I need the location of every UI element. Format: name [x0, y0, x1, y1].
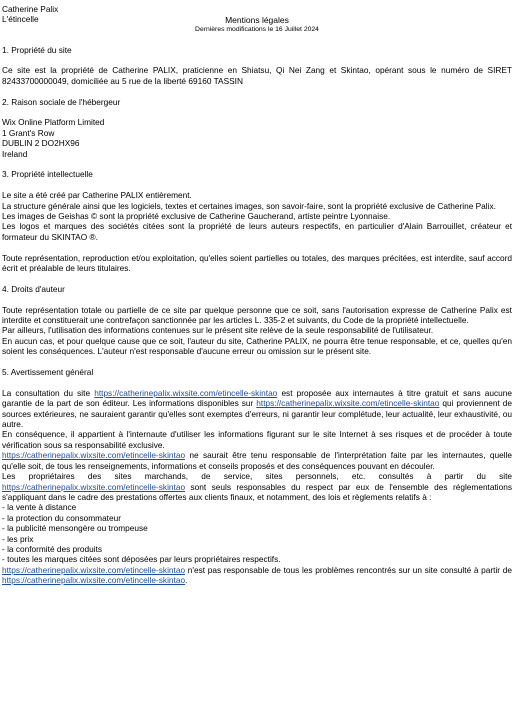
- host-country: Ireland: [2, 148, 28, 159]
- section-2-heading: 2. Raison sociale de l'hébergeur: [2, 96, 121, 107]
- section-5-heading: 5. Avertissement général: [2, 367, 94, 378]
- section-4-heading: 4. Droits d'auteur: [2, 283, 65, 294]
- section-5-text-5: https://catherinepalix.wixsite.com/etincelle-skintao n'est pas responsable de tous les problèmes rencontrés sur un site consulté à partir de https://catherinepalix.wixsite.com/etincelle-skintao.: [2, 564, 512, 586]
- site-link[interactable]: https://catherinepalix.wixsite.com/etincelle-skintao: [256, 398, 440, 409]
- section-5-text-3: https://catherinepalix.wixsite.com/etincelle-skintao ne saurait être tenu responsable de l'interprétation faite par les internautes, quelle qu'elle soit, de tous les renseignements, informations et conseils proposés et des conséquences pouvant en découler.: [2, 450, 512, 471]
- author-name: Catherine Palix: [2, 4, 59, 14]
- section-4-text-3: En aucun cas, et pour quelque cause que ce soit, l'auteur du site, Catherine PALIX, ne pourra être tenue responsable, et ce, quelles qu'en soient les conséquences. L'auteur n'est responsable d'aucune erreur ou omission sur le présent site.: [2, 335, 512, 357]
- list-item: - la conformité des produits: [2, 543, 103, 554]
- section-3-text-1: Le site a été créé par Catherine PALIX entièrement.: [2, 190, 192, 201]
- section-5-text-4: Les propriétaires des sites marchands, de service, sites personnels, etc. consultés à partir du site https://catherinepalix.wixsite.com/etincelle-skintao sont seuls responsables du respect par eux de l'ensemble des réglementations s'appliquant dans le cadre des prestations offertes aux clients finaux, et notamment, des lois et règlements relatifs à :: [2, 471, 512, 502]
- section-4-text-2: Par ailleurs, l'utilisation des informations contenues sur le présent site relève de la seule responsabilité de l'utilisateur.: [2, 325, 434, 336]
- list-item: - la publicité mensongère ou trompeuse: [2, 523, 148, 534]
- section-4-text-1: Toute représentation totale ou partielle de ce site par quelque personne que ce soit, sans l'autorisation expresse de Catherine Palix est interdite et constituerait une contrefaçon sanctionnée par les articles L. 335-2 et suivants, du Code de la propriété intellectuelle.: [2, 304, 512, 326]
- page-title: Mentions légales: [225, 14, 289, 25]
- site-link[interactable]: https://catherinepalix.wixsite.com/etincelle-skintao: [2, 575, 186, 586]
- section-5-text-1: La consultation du site https://catherinepalix.wixsite.com/etincelle-skintao est proposée aux internautes à titre gratuit et sans aucune garantie de la part de son éditeur. Les informations disponibles sur https://catherinepalix.wixsite.com/etincelle-skintao qui proviennent de sources extérieures, ne sauraient garantir qu'elles sont exemptes d'erreurs, ni garantir leur complétude, leur actualité, leur exhaustivité, ou autre.: [2, 387, 512, 430]
- list-item: - les prix: [2, 533, 34, 544]
- host-city: DUBLIN 2 DO2HX96: [2, 138, 80, 149]
- list-item: - la protection du consommateur: [2, 512, 121, 523]
- site-link[interactable]: https://catherinepalix.wixsite.com/etincelle-skintao: [2, 481, 186, 492]
- site-link[interactable]: https://catherinepalix.wixsite.com/etincelle-skintao: [94, 387, 278, 398]
- host-name: Wix Online Platform Limited: [2, 117, 105, 128]
- last-updated: Dernières modifications le 16 Juillet 2024: [195, 26, 319, 34]
- site-link[interactable]: https://catherinepalix.wixsite.com/etincelle-skintao: [2, 564, 186, 575]
- site-name: L'étincelle: [2, 14, 39, 25]
- section-3-heading: 3. Propriété intellectuelle: [2, 169, 93, 180]
- section-5-text-2: En conséquence, il appartient à l'internaute d'utiliser les informations figurant sur le site Internet à ses risques et de procéder à toute vérification sous sa responsabilité exclusive.: [2, 429, 512, 450]
- section-3-text-3: Les images de Geishas © sont la propriété exclusive de Catherine Gaucherand, artiste peintre Lyonnaise.: [2, 211, 391, 222]
- list-item: - toutes les marques citées sont déposées par leurs propriétaires respectifs.: [2, 554, 281, 565]
- list-item: - la vente à distance: [2, 502, 77, 513]
- section-1-text: Ce site est la propriété de Catherine PALIX, praticienne en Shiatsu, Qi Nei Zang et Skintao, opérant sous le numéro de SIRET 82433700000049, domiciliée au 5 rue de la liberté 69160 TASSIN: [2, 65, 512, 86]
- section-3-text-2: La structure générale ainsi que les logiciels, textes et certaines images, son savoir-faire, sont la propriété exclusive de Catherine Palix.: [2, 200, 496, 211]
- section-3-text-5: Toute représentation, reproduction et/ou exploitation, qu'elles soient partielles ou totales, des marques précitées, est interdite, sauf accord écrit et préalable de leurs titulaires.: [2, 252, 512, 274]
- site-link[interactable]: https://catherinepalix.wixsite.com/etincelle-skintao: [2, 450, 186, 461]
- section-1-heading: 1. Propriété du site: [2, 44, 72, 55]
- section-3-text-4: Les logos et marques des sociétés citées sont la propriété de leurs auteurs respectifs, en particulier d'Alain Barrouillet, créateur et formateur du SKINTAO ®.: [2, 221, 512, 242]
- host-street: 1 Grant's Row: [2, 127, 55, 138]
- regulations-list: [2, 502, 512, 564]
